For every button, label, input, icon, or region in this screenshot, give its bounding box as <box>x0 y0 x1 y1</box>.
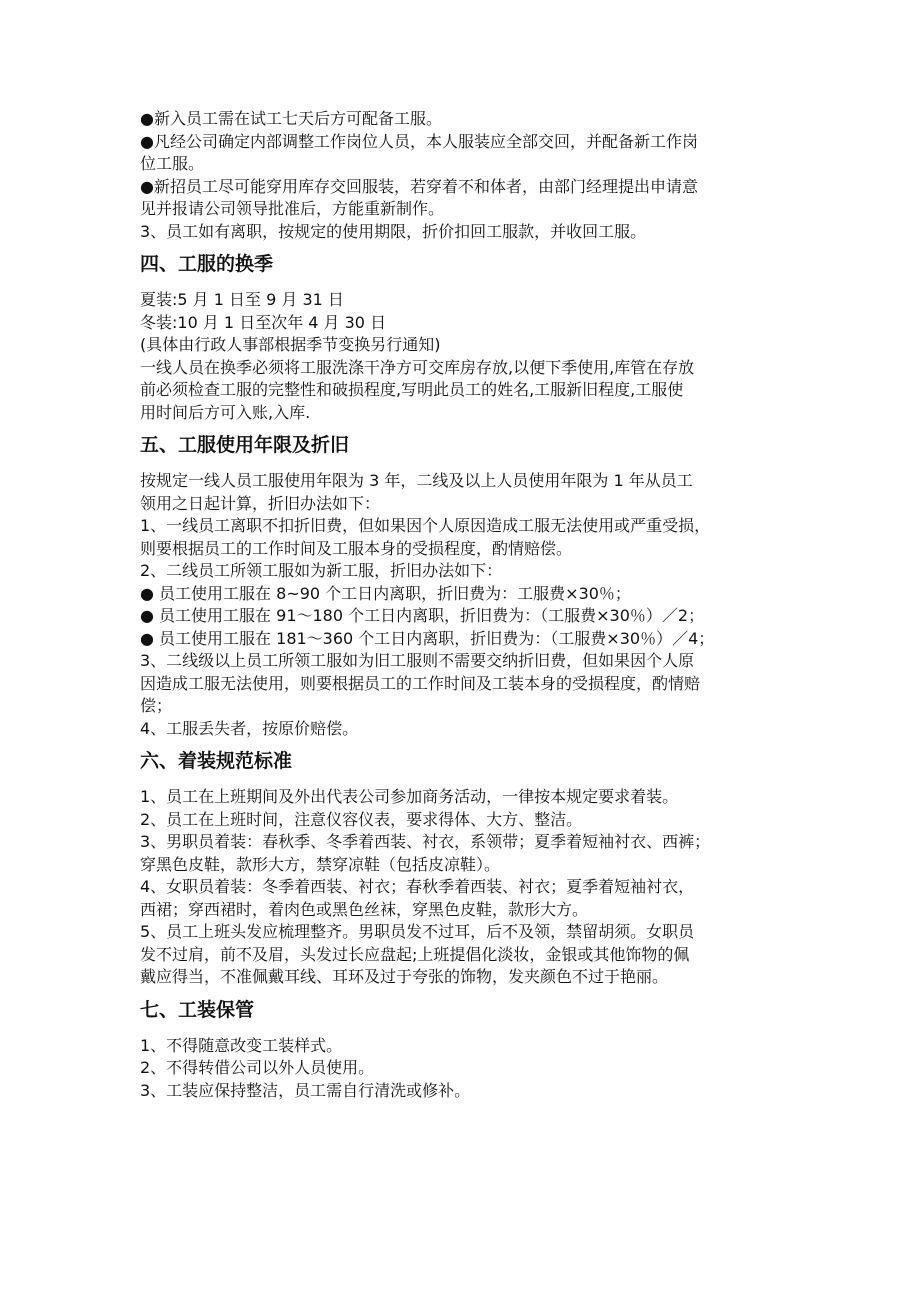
text-line: 西裙；穿西裙时，着肉色或黑色丝袜，穿黑色皮鞋，款形大方。 <box>140 899 589 919</box>
text-line: ● 员工使用工服在 8~90 个工日内离职，折旧费为：工服费×30％； <box>140 583 631 603</box>
text-line: 按规定一线人员工服使用年限为 3 年，二线及以上人员使用年限为 1 年从员工 <box>140 471 693 490</box>
section-intro-list <box>140 108 788 243</box>
text-line: 4、女职员着装：冬季着西装、衬衣；春秋季着西装、衬衣；夏季着短袖衬衣， <box>140 877 695 896</box>
text-line: 4、工服丢失者，按原价赔偿。 <box>140 718 359 738</box>
text-line: 前必须检查工服的完整性和破损程度,写明此员工的姓名,工服新旧程度,工服使 <box>140 380 684 399</box>
text-line: 5、员工上班头发应梳理整齐。男职员发不过耳，后不及领，禁留胡须。女职员 <box>140 922 695 941</box>
text-line: 3、员工如有离职，按规定的使用期限，折价扣回工服款，并收回工服。 <box>140 221 647 241</box>
text-line: 2、不得转借公司以外人员使用。 <box>140 1058 375 1077</box>
text-line: 3、男职员着装：春秋季、冬季着西装、衬衣，系领带；夏季着短袖衬衣、西裤； <box>140 832 711 851</box>
text-line: 则要根据员工的工作时间及工服本身的受损程度，酌情赔偿。 <box>140 538 573 558</box>
text-line: ●凡经公司确定内部调整工作岗位人员，本人服装应全部交回，并配备新工作岗 <box>140 131 698 151</box>
text-line: ● 员工使用工服在 91～180 个工日内离职，折旧费为：（工服费×30％）／2； <box>140 606 705 625</box>
text-line: 冬装:10 月 1 日至次年 4 月 30 日 <box>140 312 387 332</box>
text-line: ● 员工使用工服在 181～360 个工日内离职，折旧费为：（工服费×30％）／4； <box>140 628 715 648</box>
text-line: 见并报请公司领导批准后，方能重新制作。 <box>140 199 445 218</box>
text-line: 因造成工服无法使用，则要根据员工的工作时间及工装本身的受损程度，酌情赔 <box>140 673 701 693</box>
text-line: 1、员工在上班期间及外出代表公司参加商务活动，一律按本规定要求着装。 <box>140 787 679 806</box>
document-page <box>140 108 788 1102</box>
section-uniform-care <box>140 997 788 1103</box>
text-line: 3、工装应保持整洁，员工需自行清洗或修补。 <box>140 1080 471 1100</box>
text-line: 2、二线员工所领工服如为新工服，折旧办法如下： <box>140 561 503 580</box>
text-line: ●新招员工尽可能穿用库存交回服装，若穿着不和体者，由部门经理提出申请意 <box>140 176 698 196</box>
text-line: 2、员工在上班时间，注意仪容仪表，要求得体、大方、整洁。 <box>140 809 583 829</box>
text-line: 用时间后方可入账,入库. <box>140 402 311 422</box>
section-uniform-depreciation <box>140 432 788 740</box>
text-line: 一线人员在换季必须将工服洗涤干净方可交库房存放,以便下季使用,库管在存放 <box>140 357 695 377</box>
section-heading: 六、着装规范标准 <box>140 750 293 772</box>
section-uniform-season-change <box>140 251 788 424</box>
section-dress-code <box>140 748 788 989</box>
section-heading: 五、工服使用年限及折旧 <box>140 434 350 456</box>
text-line: 穿黑色皮鞋，款形大方，禁穿凉鞋（包括皮凉鞋）。 <box>140 854 501 874</box>
text-line: 夏装:5 月 1 日至 9 月 31 日 <box>140 290 344 309</box>
text-line: ●新入员工需在试工七天后方可配备工服。 <box>140 109 442 128</box>
text-line: 1、一线员工离职不扣折旧费，但如果因个人原因造成工服无法使用或严重受损， <box>140 516 711 535</box>
text-line: 偿； <box>140 696 173 715</box>
text-line: 1、不得随意改变工装样式。 <box>140 1035 343 1055</box>
section-heading: 四、工服的换季 <box>140 253 274 275</box>
text-line: 3、二线级以上员工所领工服如为旧工服则不需要交纳折旧费，但如果因个人原 <box>140 651 695 670</box>
text-line: 位工服。 <box>140 154 205 173</box>
text-line: 戴应得当，不准佩戴耳线、耳环及过于夸张的饰物，发夹颜色不过于艳丽。 <box>140 967 669 986</box>
text-line: (具体由行政人事部根据季节变换另行通知) <box>140 335 441 354</box>
text-line: 发不过肩，前不及眉，头发过长应盘起;上班提倡化淡妆，金银或其他饰物的佩 <box>140 944 690 964</box>
section-heading: 七、工装保管 <box>140 998 255 1021</box>
text-line: 领用之日起计算，折旧办法如下： <box>140 493 381 513</box>
